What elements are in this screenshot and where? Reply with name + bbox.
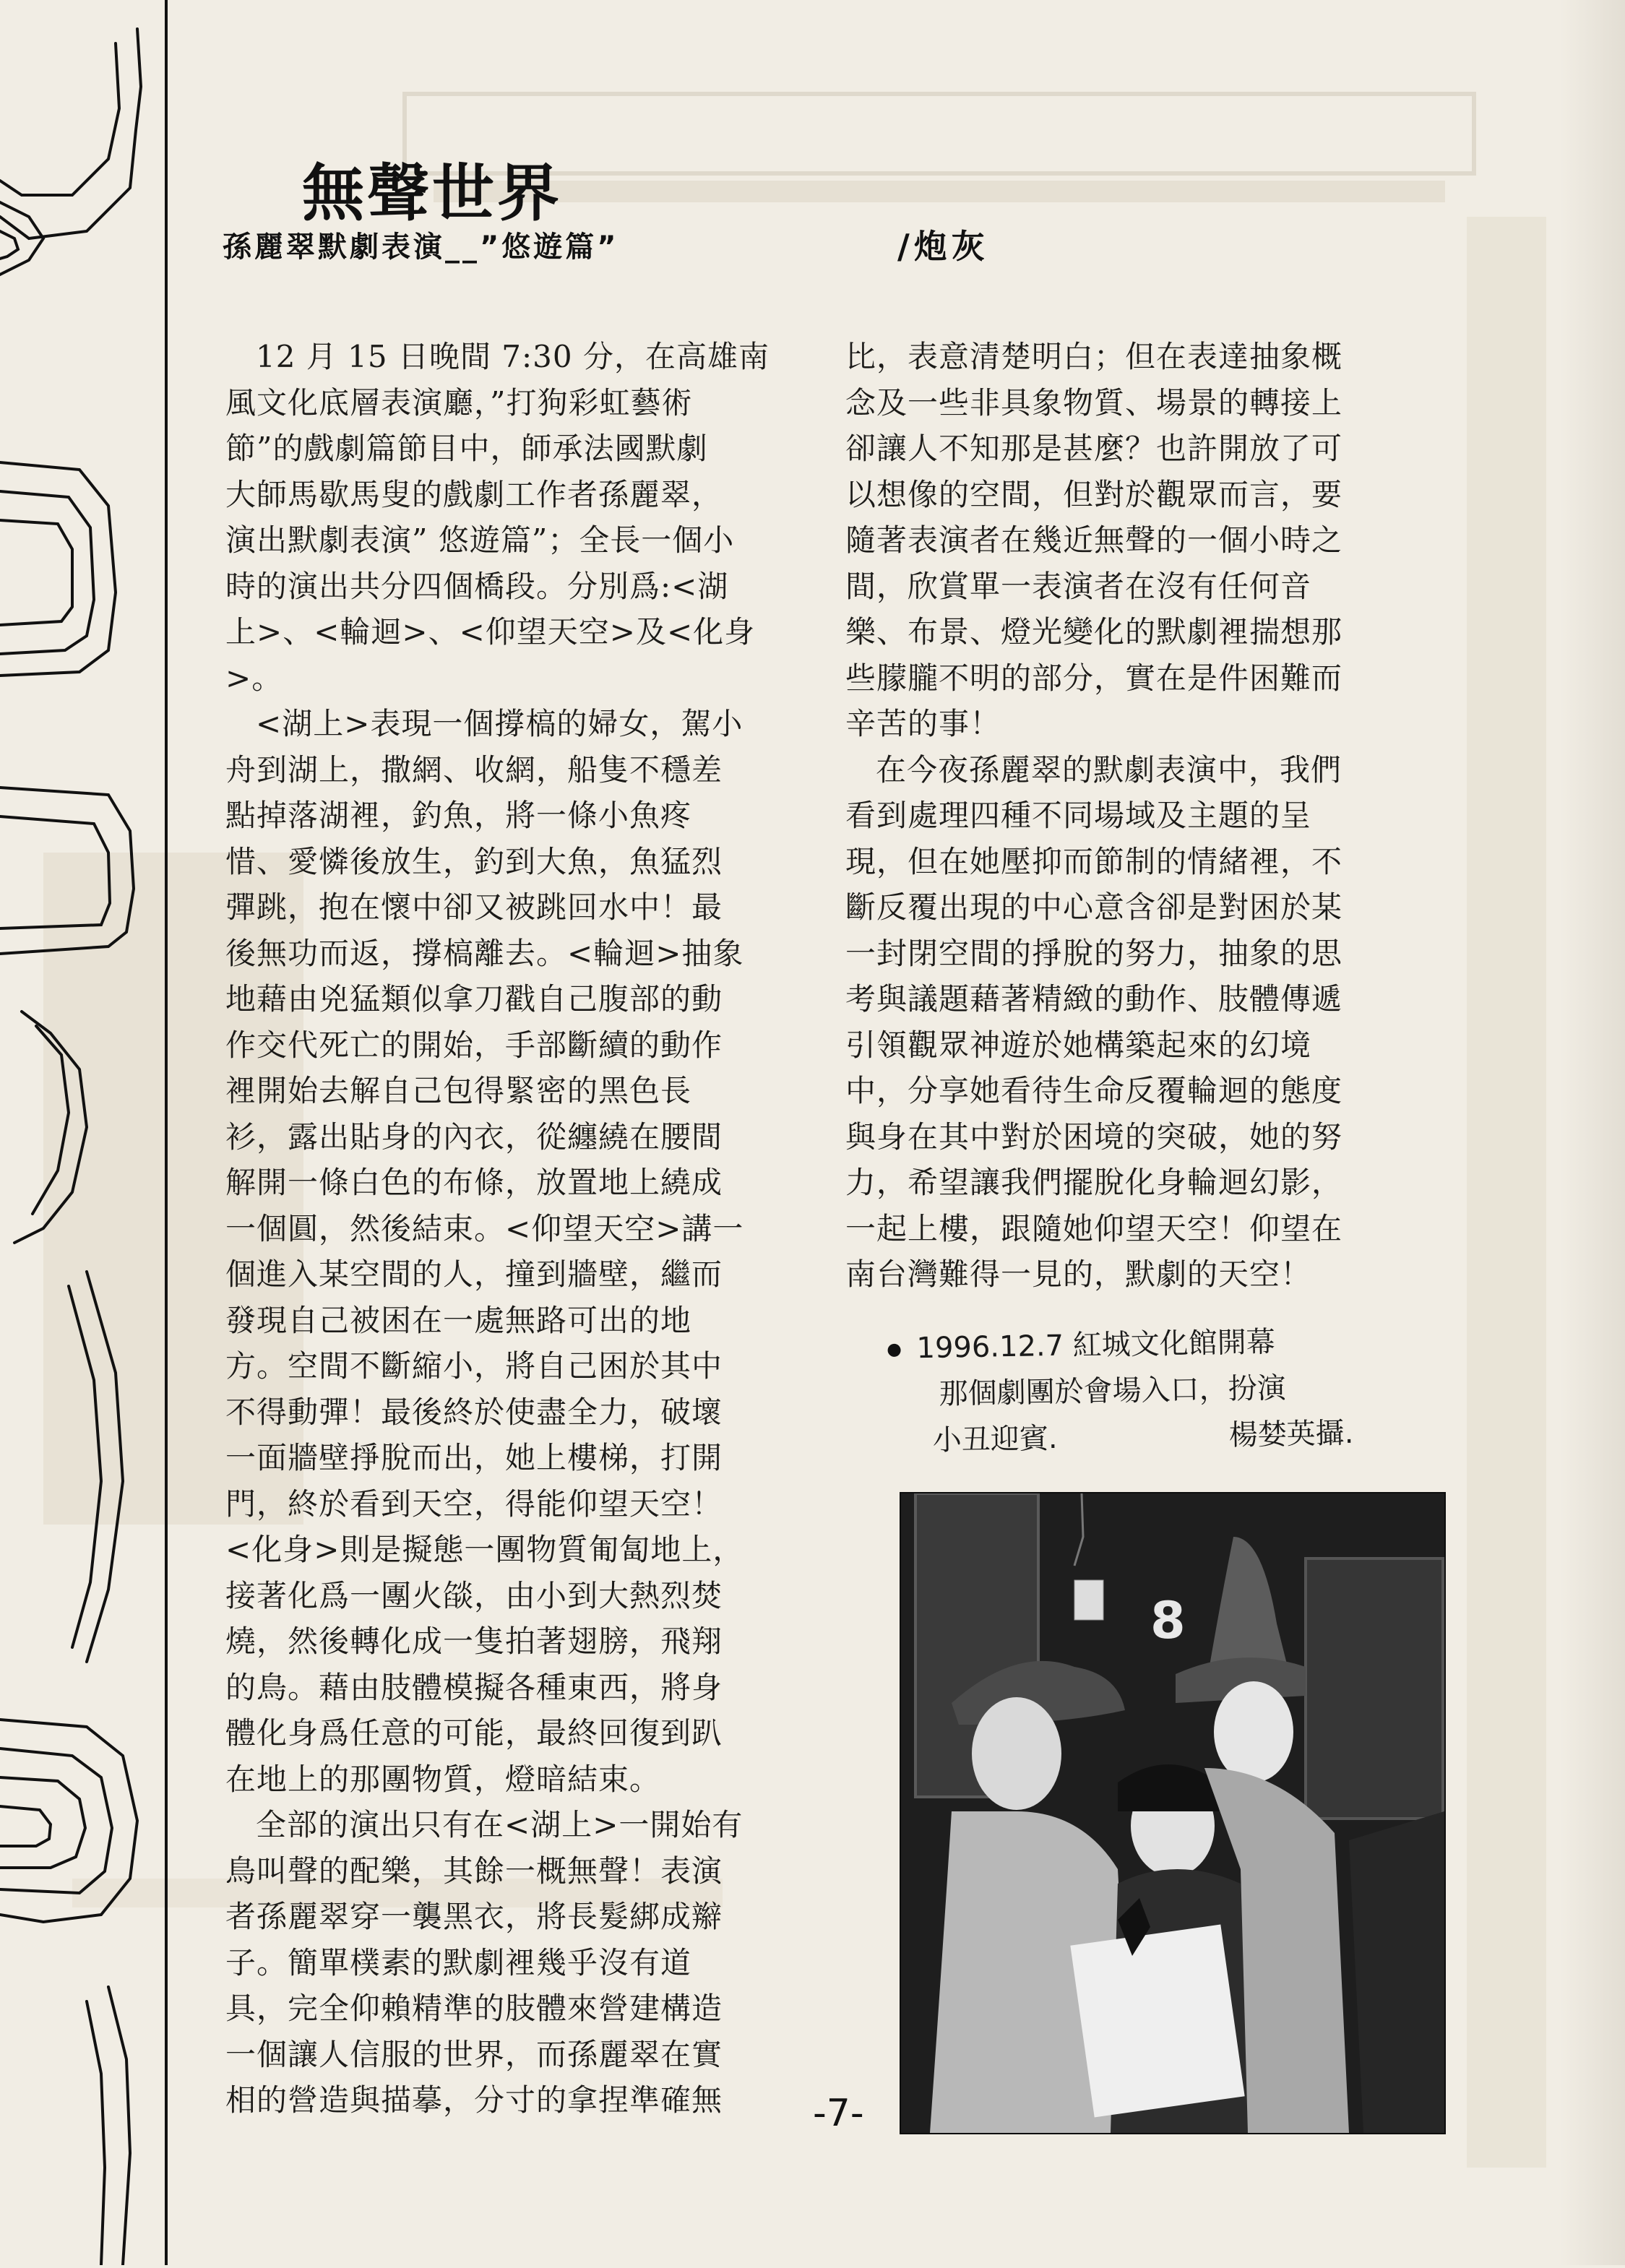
- body-line: 體化身爲任意的可能，最終回復到趴: [225, 1715, 723, 1751]
- body-line: 南台灣難得一見的，默劇的天空！: [845, 1256, 1312, 1292]
- body-line: 接著化爲一團火燄，由小到大熱烈焚: [225, 1577, 723, 1613]
- body-line: 燒，然後轉化成一隻拍著翅膀，飛翔: [225, 1624, 723, 1659]
- body-line: 子。簡單樸素的默劇裡幾乎沒有道: [225, 1944, 692, 1980]
- body-line: 一個圓，然後結束。<仰望天空>講一: [225, 1210, 744, 1246]
- body-line: 作交代死亡的開始，手部斷續的動作: [225, 1027, 723, 1063]
- body-line: <湖上>表現一個撐槁的婦女，駕小: [256, 706, 743, 741]
- body-line: 不得動彈！最後終於使盡全力，破壞: [225, 1394, 723, 1430]
- article-title: 無聲世界: [302, 158, 562, 230]
- body-line: 中，分享她看待生命反覆輪迴的態度: [845, 1073, 1343, 1108]
- body-line: 惜、愛憐後放生，釣到大魚，魚猛烈: [225, 843, 723, 879]
- body-line: <化身>則是擬態一團物質匍匐地上，: [225, 1532, 744, 1567]
- body-line: 風文化底層表演廳，”打狗彩虹藝術: [225, 384, 693, 421]
- body-line: 後無功而返，撐槁離去。<輪迴>抽象: [225, 935, 744, 971]
- body-line: 斷反覆出現的中心意含卻是對困於某: [845, 889, 1343, 925]
- body-line: 一面牆壁掙脫而出，她上樓梯，打開: [225, 1440, 723, 1475]
- article-subtitle: 孫麗翠默劇表演__”悠遊篇”: [223, 230, 619, 264]
- body-line: 大師馬歇馬叟的戲劇工作者孫麗翠，: [225, 476, 723, 512]
- body-line: 時的演出共分四個橋段。分別爲:<湖: [225, 568, 729, 604]
- decorative-line-art: [0, 0, 217, 2265]
- article-author: /炮灰: [897, 227, 989, 266]
- body-line: 方。空間不斷縮小，將自己困於其中: [225, 1348, 723, 1384]
- photo-caption: [887, 1316, 1439, 1465]
- body-line: 舟到湖上，撒網、收網，船隻不穩差: [225, 751, 723, 788]
- body-line: 以想像的空間，但對於觀眾而言，要: [845, 476, 1343, 512]
- body-line: 具，完全仰賴精準的肢體來營建構造: [225, 1991, 723, 2026]
- body-line: 地藉由兇猛類似拿刀戳自己腹部的動: [225, 981, 723, 1017]
- body-line: 看到處理四種不同場域及主題的呈: [845, 798, 1312, 833]
- body-line: 解開一條白色的布條，放置地上繞成: [225, 1165, 723, 1200]
- body-line: 者孫麗翠穿一襲黑衣，將長髮綁成辮: [225, 1899, 723, 1934]
- body-line: 一起上樓，跟隨她仰望天空！仰望在: [845, 1210, 1343, 1246]
- body-line: 在今夜孫麗翠的默劇表演中，我們: [876, 751, 1342, 788]
- photographer-credit: 楊婪英攝.: [1228, 1416, 1354, 1452]
- body-column-right: [845, 334, 1423, 1298]
- body-line: 在地上的那團物質，燈暗結束。: [225, 1761, 661, 1797]
- body-line: 間，欣賞單一表演者在沒有任何音: [845, 568, 1312, 604]
- body-line: 彈跳，抱在懷中卻又被跳回水中！最: [225, 889, 723, 925]
- body-line: 衫，露出貼身的內衣，從纏繞在腰間: [225, 1118, 723, 1155]
- caption-line: 小丑迎賓.: [932, 1421, 1058, 1457]
- body-line: 樂、布景、燈光變化的默劇裡揣想那: [845, 614, 1343, 650]
- body-line: 的鳥。藉由肢體模擬各種東西，將身: [225, 1669, 723, 1705]
- body-line: 點掉落湖裡，釣魚，將一條小魚疼: [225, 798, 692, 833]
- door-number: 8: [1150, 1591, 1186, 1650]
- bullet-icon: [887, 1344, 900, 1357]
- photo-illustration: [901, 1493, 1444, 2133]
- body-line: 現，但在她壓抑而節制的情緒裡，不: [845, 843, 1343, 879]
- body-line: 辛苦的事！: [845, 706, 1001, 741]
- body-line: 演出默劇表演” 悠遊篇”；全長一個小: [225, 522, 735, 558]
- body-line: 卻讓人不知那是甚麼？也許開放了可: [845, 431, 1343, 466]
- body-line: 12 月 15 日晚間 7:30 分，在高雄南: [256, 339, 770, 374]
- body-line: 力，希望讓我們擺脫化身輪迴幻影，: [845, 1165, 1343, 1200]
- body-line: 念及一些非具象物質、場景的轉接上: [845, 384, 1343, 421]
- body-line: 引領觀眾神遊於她構築起來的幻境: [845, 1027, 1312, 1063]
- body-line: 一個讓人信服的世界，而孫麗翠在實: [225, 2036, 723, 2072]
- event-photo: [900, 1492, 1446, 2134]
- body-line: 節”的戲劇篇節目中，師承法國默劇: [225, 431, 708, 466]
- body-column-left: [225, 334, 796, 2123]
- page-number: -7-: [813, 2092, 864, 2135]
- caption-text: 1996.12.7 紅城文化館開幕: [916, 1325, 1276, 1366]
- body-line: 考與議題藉著精緻的動作、肢體傳遞: [845, 981, 1343, 1017]
- body-line: 全部的演出只有在<湖上>一開始有: [256, 1807, 743, 1842]
- body-line: >。: [225, 660, 283, 696]
- body-line: 門，終於看到天空，得能仰望天空！: [225, 1486, 723, 1522]
- body-line: 比，表意清楚明白；但在表達抽象概: [845, 339, 1343, 374]
- body-line: 個進入某空間的人，撞到牆壁，繼而: [225, 1256, 723, 1292]
- body-line: 上>、<輪迴>、<仰望天空>及<化身: [225, 614, 756, 650]
- body-line: 一封閉空間的掙脫的努力，抽象的思: [845, 935, 1343, 971]
- body-line: 發現自己被困在一處無路可出的地: [225, 1302, 692, 1338]
- body-line: 鳥叫聲的配樂，其餘一概無聲！表演: [225, 1853, 723, 1889]
- body-line: 與身在其中對於困境的突破，她的努: [845, 1118, 1343, 1155]
- body-line: 隨著表演者在幾近無聲的一個小時之: [845, 522, 1343, 558]
- body-line: 些朦朧不明的部分，實在是件困難而: [845, 660, 1343, 696]
- body-line: 相的營造與描摹，分寸的拿捏準確無: [225, 2082, 723, 2118]
- caption-line: 那個劇團於會場入口，扮演: [939, 1371, 1286, 1411]
- body-line: 裡開始去解自己包得緊密的黑色長: [225, 1073, 692, 1108]
